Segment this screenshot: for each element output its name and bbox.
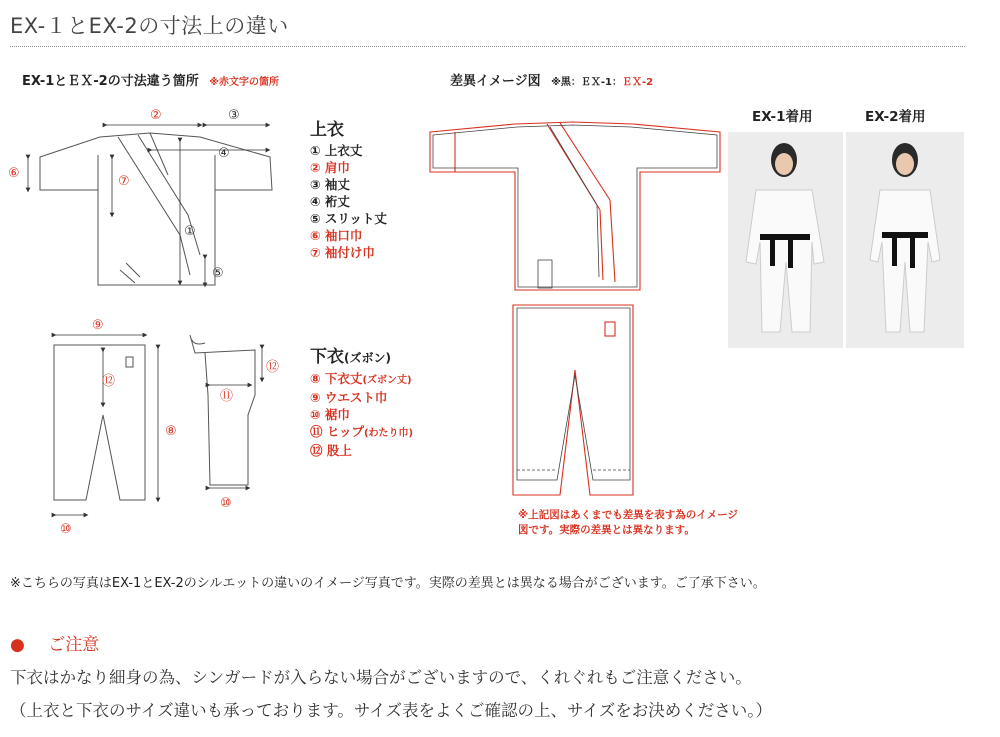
diff-image-heading-note [551, 77, 653, 88]
jacket-legend [310, 118, 387, 261]
diff-footnote [518, 508, 738, 538]
diff-note-black: ※黒：ＥＸ-1： [551, 77, 622, 88]
dim-label-1: ① [184, 224, 196, 239]
size-diff-heading-note: ※赤文字の箇所 [209, 77, 279, 88]
caution-heading [10, 630, 99, 655]
ex2-jacket-red [430, 122, 720, 290]
pants-legend-item-text: ⑪ ヒップ [310, 424, 364, 439]
photo-caption: ※こちらの写真はEX-1とEX-2のシルエットの違いのイメージ写真です。実際の差異とは異なる場合がございます。ご了承下さい。 [10, 576, 766, 591]
pants-legend-item [310, 423, 413, 442]
pants-legend-item [310, 442, 413, 459]
jacket-legend-item [310, 159, 387, 176]
jacket-legend-item [310, 210, 387, 227]
caution-line1: 下衣はかなり細身の為、シンガードが入らない場合がございますので、くれぐれもご注意ください。 [10, 668, 752, 687]
jacket-legend-item-text: ⑥ 袖口巾 [310, 228, 363, 243]
size-diff-heading [22, 70, 279, 89]
pants-drawing [54, 335, 255, 500]
pants-legend-item-text: ⑧ 下衣丈 [310, 371, 363, 386]
size-diff-heading-text: EX-1とＥＸ-2の寸法違う箇所 [22, 74, 199, 89]
caution-bullet: ● [10, 635, 25, 655]
pants-legend-item-extra: (ズボン丈) [362, 375, 412, 386]
jacket-legend-item [310, 176, 387, 193]
jacket-legend-item-text: ② 肩巾 [310, 160, 350, 175]
jacket-legend-item [310, 142, 387, 159]
pants-legend-item [310, 389, 413, 406]
ex2-photo [846, 132, 964, 348]
caution-title: ご注意 [48, 635, 100, 655]
ex1-jacket-black [433, 125, 717, 288]
pants-legend-item-text: ⑩ 裾巾 [310, 407, 350, 422]
dim-label-10b: ⑩ [60, 522, 72, 537]
pants-legend-item-text: ⑨ ウエスト巾 [310, 390, 388, 405]
dim-label-12a: ⑫ [102, 374, 116, 389]
jacket-legend-item-text: ③ 袖丈 [310, 177, 350, 192]
page-title: EX-１とEX-2の寸法上の違い [10, 14, 289, 38]
dim-label-9: ⑨ [92, 318, 104, 333]
pants-legend-title [310, 345, 413, 370]
dim-label-11: ⑪ [220, 389, 234, 404]
diff-image-heading [450, 70, 653, 89]
dim-label-12b: ⑫ [266, 360, 280, 375]
diff-footnote-line2: 図です。実際の差異とは異なります。 [518, 524, 695, 536]
dim-label-2: ② [150, 108, 162, 123]
technical-drawing [0, 95, 300, 545]
pants-legend-title-sub: (ズボン) [344, 351, 391, 365]
jacket-drawing [40, 133, 272, 285]
ex2-pants-red [513, 305, 633, 495]
dim-label-10a: ⑩ [220, 496, 232, 511]
dim-label-7: ⑦ [118, 174, 130, 189]
photo2-label: EX-2着用 [865, 109, 926, 125]
jacket-legend-item [310, 244, 387, 261]
title-divider [10, 46, 965, 47]
jacket-legend-item [310, 227, 387, 244]
dim-label-8: ⑧ [165, 424, 177, 439]
pants-legend-item-text: ⑫ 股上 [310, 443, 352, 458]
pants-legend-item-extra: (わたり巾) [363, 428, 414, 439]
diff-image-heading-text: 差異イメージ図 [450, 74, 541, 89]
jacket-legend-item [310, 193, 387, 210]
pants-legend [310, 345, 413, 459]
caution-line2: （上衣と下衣のサイズ違いも承っております。サイズ表をよくご確認の上、サイズをお決めください。） [10, 701, 772, 720]
pants-dimensions [54, 335, 262, 515]
dim-label-3: ③ [228, 108, 240, 123]
jacket-legend-item-text: ① 上衣丈 [310, 143, 363, 158]
jacket-legend-item-text: ④ 裄丈 [310, 194, 350, 209]
diff-note-red: ＥＸ-2 [622, 77, 654, 88]
ex2-wearer-image [846, 132, 964, 348]
jacket-legend-item-text: ⑦ 袖付け巾 [310, 245, 375, 260]
ex1-wearer-image [728, 132, 843, 348]
pants-legend-item [310, 406, 413, 423]
jacket-dimension-labels [8, 108, 240, 281]
photo1-label: EX-1着用 [752, 109, 813, 125]
difference-image-drawing [425, 110, 725, 510]
pants-legend-title-text: 下衣 [310, 347, 344, 367]
dim-label-5: ⑤ [212, 266, 224, 281]
ex1-photo [728, 132, 843, 348]
dim-label-4: ④ [218, 146, 230, 161]
dim-label-6: ⑥ [8, 166, 20, 181]
diff-footnote-line1: ※上記図はあくまでも差異を表す為のイメージ [518, 509, 738, 521]
jacket-legend-items [310, 142, 387, 261]
pants-legend-items [310, 370, 413, 459]
pants-legend-item [310, 370, 413, 389]
jacket-legend-title: 上衣 [310, 120, 344, 140]
jacket-legend-item-text: ⑤ スリット丈 [310, 211, 387, 226]
ex1-pants-black [517, 308, 630, 480]
